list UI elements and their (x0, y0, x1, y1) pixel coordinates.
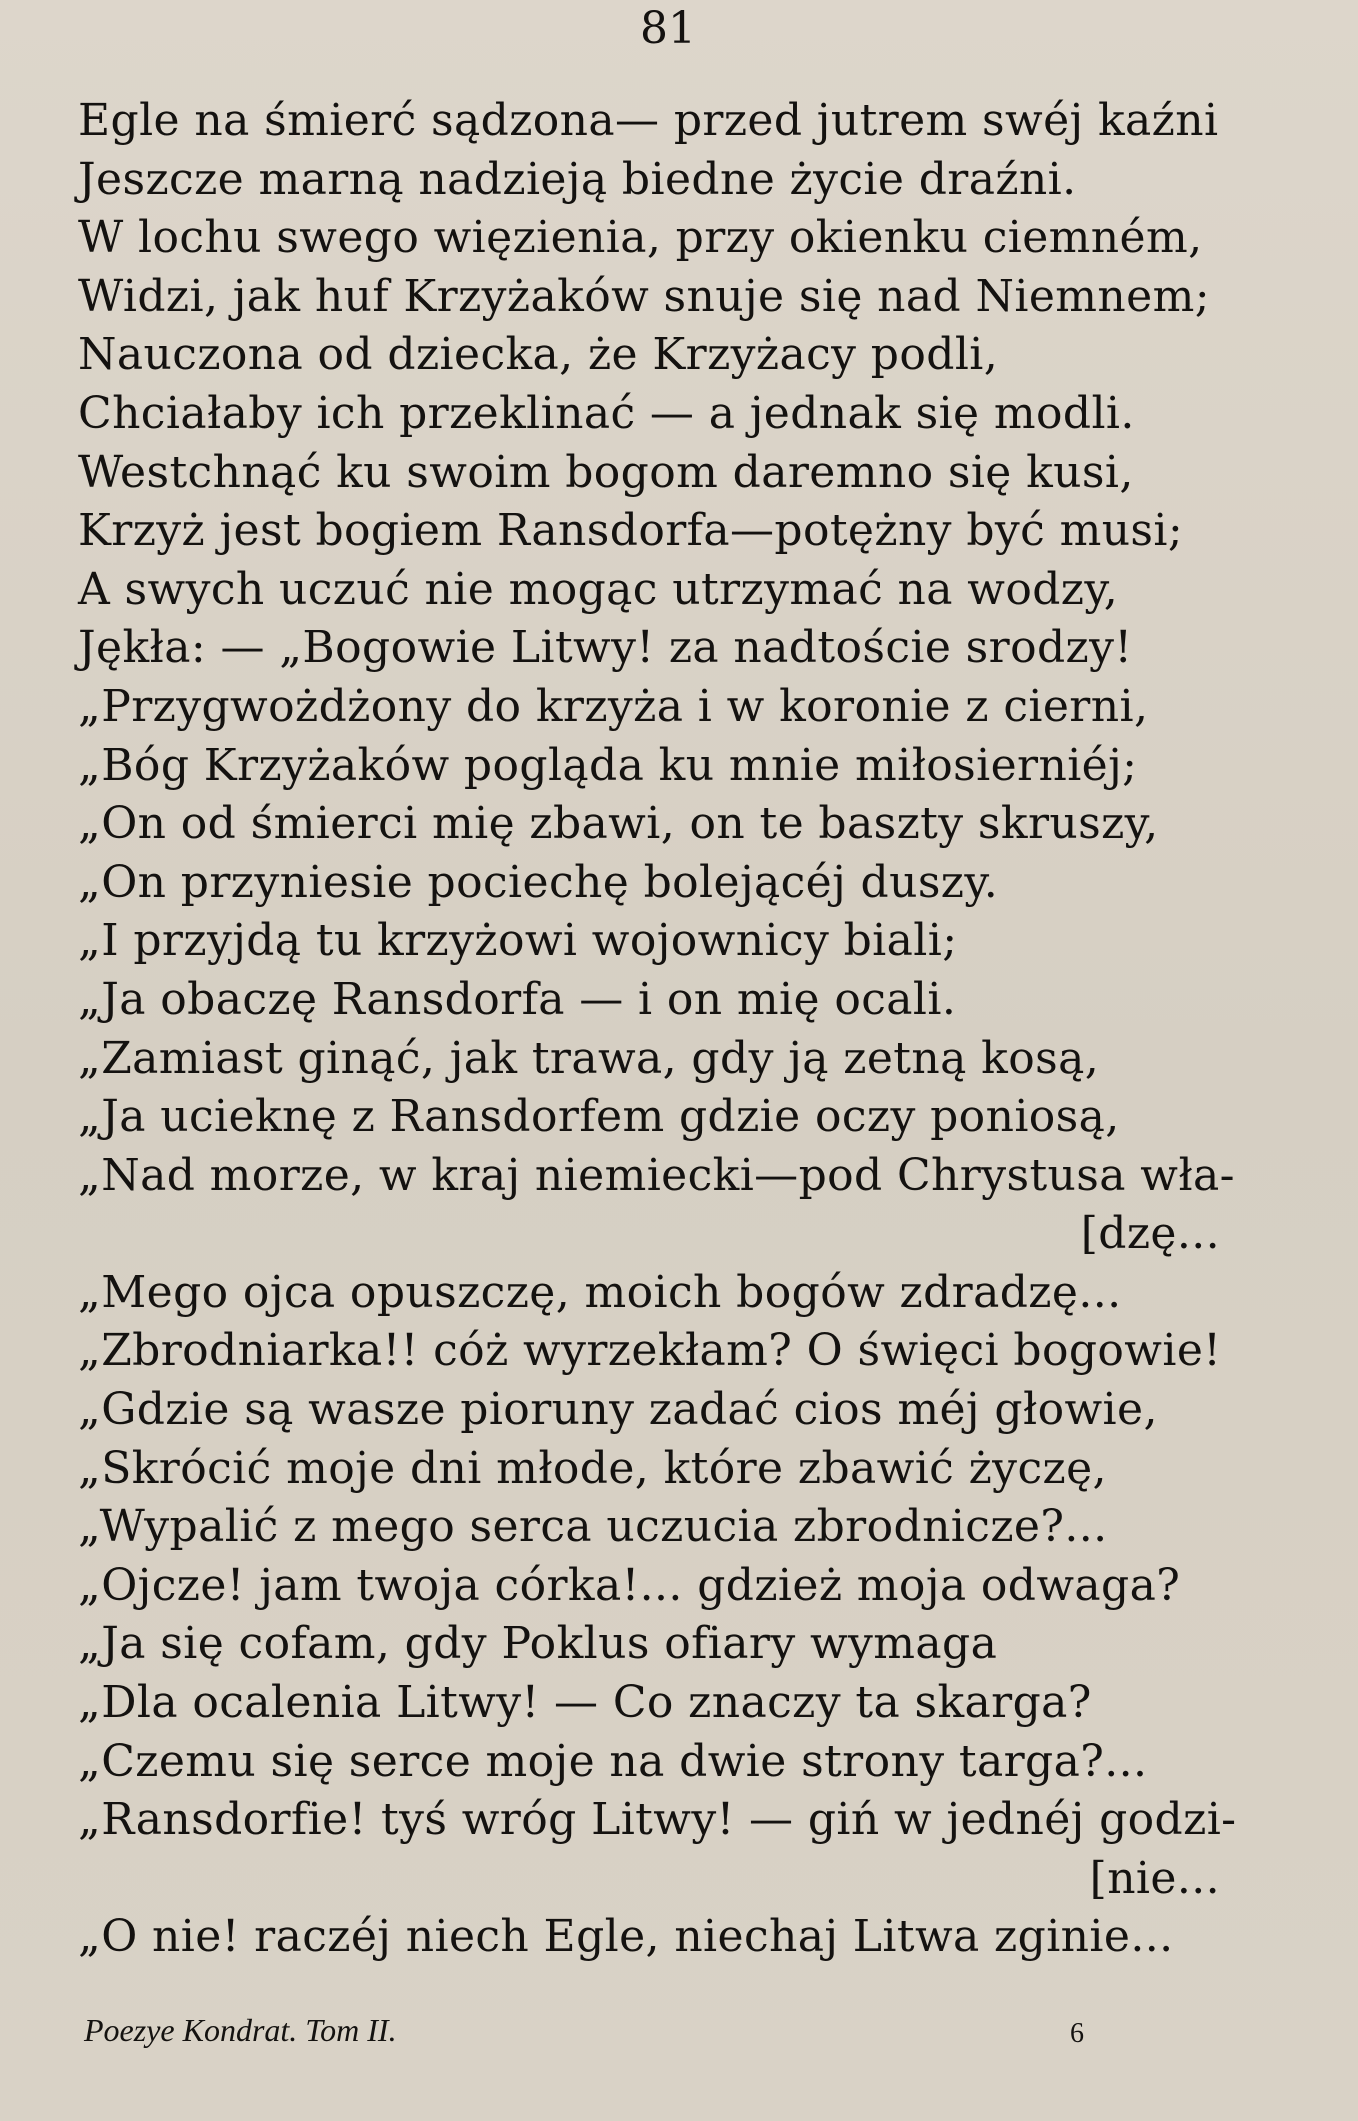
verse-line: „Czemu się serce moje na dwie strony targa?... (78, 1735, 1148, 1787)
verse-line: Nauczona od dziecka, że Krzyżacy podli, (78, 329, 999, 381)
verse-line: „On od śmierci mię zbawi, on te baszty skruszy, (78, 798, 1159, 850)
verse-line: Chciałaby ich przeklinać — a jednak się modli. (78, 387, 1135, 439)
verse-line: „Skrócić moje dni młode, które zbawić życzę, (78, 1442, 1107, 1494)
verse-line: „Ja się cofam, gdy Poklus ofiary wymaga (78, 1618, 998, 1670)
verse-line: Krzyż jest bogiem Ransdorfa—potężny być musi; (78, 505, 1184, 557)
verse-line: W lochu swego więzienia, przy okienku ciemném, (78, 212, 1203, 264)
verse-line-continuation: [nie... (1089, 1852, 1220, 1904)
verse-line: „Przygwożdżony do krzyża i w koronie z cierni, (78, 680, 1149, 732)
footer-book-title: Poezye Kondrat. Tom II. (84, 2012, 397, 2048)
verse-line: Jeszcze marną nadzieją biedne życie draźni. (78, 153, 1077, 205)
verse-line: „On przyniesie pociechę bolejącéj duszy. (78, 856, 999, 908)
verse-line: „I przyjdą tu krzyżowi wojownicy biali; (78, 915, 958, 967)
verse-line: „Ojcze! jam twoja córka!... gdzież moja odwaga? (78, 1559, 1181, 1611)
verse-line: „Wypalić z mego serca uczucia zbrodnicze?... (78, 1501, 1108, 1553)
footer-signature-mark: 6 (1070, 2018, 1084, 2049)
verse-line: „Bóg Krzyżaków pogląda ku mnie miłosierniéj; (78, 739, 1138, 791)
verse-line: „Mego ojca opuszczę, moich bogów zdradzę... (78, 1266, 1122, 1318)
verse-line: „Gdzie są wasze pioruny zadać cios méj głowie, (78, 1384, 1158, 1436)
verse-line: Egle na śmierć sądzona— przed jutrem swéj kaźni (78, 95, 1219, 146)
verse-line: „Dla ocalenia Litwy! — Co znaczy ta skarga? (78, 1677, 1092, 1729)
verse-line: A swych uczuć nie mogąc utrzymać na wodzy, (78, 563, 1119, 615)
verse-line: „Ja ucieknę z Ransdorfem gdzie oczy poniosą, (78, 1091, 1120, 1143)
verse-line: Westchnąć ku swoim bogom daremno się kusi, (78, 446, 1134, 498)
verse-line: „O nie! raczéj niech Egle, niechaj Litwa zginie... (78, 1911, 1174, 1963)
page-number: 81 (640, 3, 696, 54)
verse-line: Widzi, jak huf Krzyżaków snuje się nad Niemnem; (78, 270, 1210, 322)
verse-line: Jękła: — „Bogowie Litwy! za nadtoście srodzy! (78, 622, 1133, 674)
verse-line: „Ja obaczę Ransdorfa — i on mię ocali. (78, 973, 957, 1025)
verse-line: „Nad morze, w kraj niemiecki—pod Chrystusa wła- (78, 1149, 1235, 1201)
verse-line: „Zbrodniarka!! cóż wyrzekłam? O święci bogowie! (78, 1325, 1222, 1377)
verse-line: „Ransdorfie! tyś wróg Litwy! — giń w jednéj godzi- (78, 1794, 1237, 1846)
verse-line-continuation: [dzę... (1080, 1208, 1220, 1260)
verse-line: „Zamiast ginąć, jak trawa, gdy ją zetną kosą, (78, 1032, 1100, 1084)
poem-text (78, 92, 1237, 1967)
